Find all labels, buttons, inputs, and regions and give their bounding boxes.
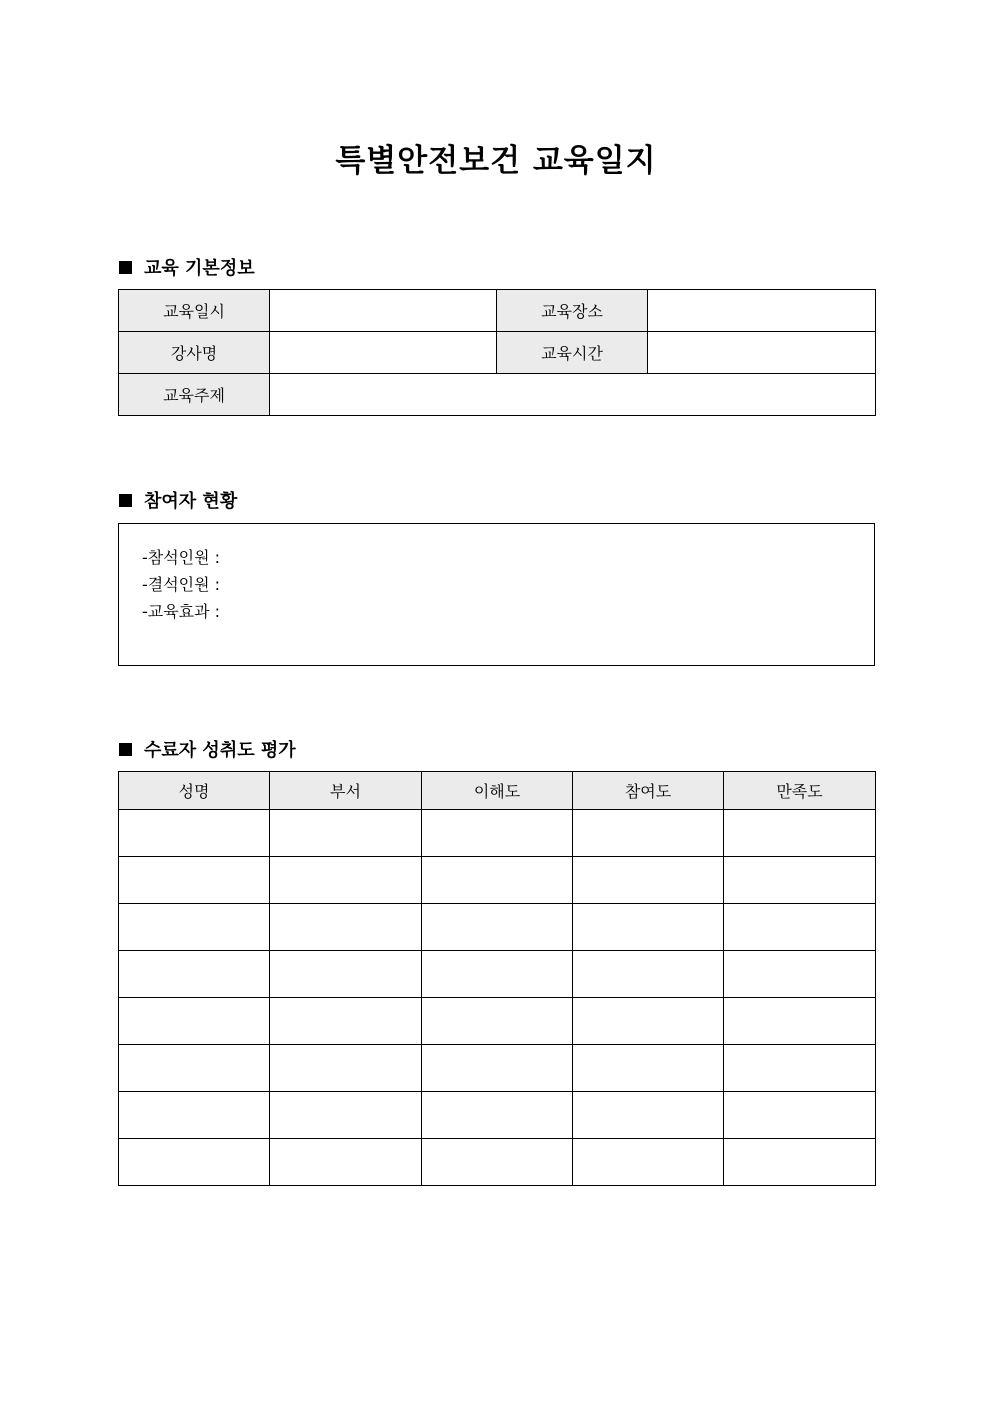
participation-cell[interactable] (573, 1092, 724, 1139)
section-heading-text: 교육 기본정보 (144, 258, 255, 279)
table-row (119, 810, 876, 857)
table-row (119, 1045, 876, 1092)
name-cell[interactable] (119, 904, 270, 951)
participation-cell[interactable] (573, 1139, 724, 1186)
name-cell[interactable] (119, 951, 270, 998)
section-heading-text: 수료자 성취도 평가 (144, 740, 296, 761)
label-topic: 교육주제 (119, 374, 270, 416)
table-row (119, 290, 876, 332)
department-cell[interactable] (270, 904, 422, 951)
satisfaction-cell[interactable] (724, 810, 876, 857)
square-bullet-icon (119, 494, 132, 507)
evaluation-table (118, 771, 876, 1186)
understanding-cell[interactable] (422, 1092, 573, 1139)
place-field[interactable] (648, 290, 876, 332)
section-heading-participants (119, 487, 237, 513)
effect-line: -교육효과 : (142, 602, 221, 621)
participation-cell[interactable] (573, 998, 724, 1045)
attendance-line: -참석인원 : (142, 548, 221, 567)
participation-cell[interactable] (573, 904, 724, 951)
understanding-cell[interactable] (422, 1139, 573, 1186)
topic-field[interactable] (270, 374, 876, 416)
understanding-cell[interactable] (422, 1045, 573, 1092)
basic-info-table (118, 289, 876, 416)
date-field[interactable] (270, 290, 497, 332)
understanding-cell[interactable] (422, 998, 573, 1045)
section-heading-text: 참여자 현황 (144, 491, 238, 512)
satisfaction-cell[interactable] (724, 1139, 876, 1186)
understanding-cell[interactable] (422, 904, 573, 951)
table-row (119, 998, 876, 1045)
table-header-row (119, 772, 876, 810)
department-cell[interactable] (270, 857, 422, 904)
table-row (119, 951, 876, 998)
column-header-name: 성명 (119, 772, 270, 810)
department-cell[interactable] (270, 1092, 422, 1139)
satisfaction-cell[interactable] (724, 904, 876, 951)
label-time: 교육시간 (497, 332, 648, 374)
name-cell[interactable] (119, 1092, 270, 1139)
name-cell[interactable] (119, 857, 270, 904)
department-cell[interactable] (270, 998, 422, 1045)
understanding-cell[interactable] (422, 951, 573, 998)
satisfaction-cell[interactable] (724, 998, 876, 1045)
table-row (119, 904, 876, 951)
table-row (119, 857, 876, 904)
understanding-cell[interactable] (422, 810, 573, 857)
column-header-department: 부서 (270, 772, 422, 810)
satisfaction-cell[interactable] (724, 1092, 876, 1139)
participants-lines (142, 544, 220, 625)
table-row (119, 332, 876, 374)
participation-cell[interactable] (573, 810, 724, 857)
satisfaction-cell[interactable] (724, 857, 876, 904)
satisfaction-cell[interactable] (724, 1045, 876, 1092)
time-field[interactable] (648, 332, 876, 374)
understanding-cell[interactable] (422, 857, 573, 904)
label-date: 교육일시 (119, 290, 270, 332)
instructor-field[interactable] (270, 332, 497, 374)
name-cell[interactable] (119, 1139, 270, 1186)
document-title: 특별안전보건 교육일지 (335, 143, 657, 179)
participation-cell[interactable] (573, 857, 724, 904)
column-header-participation: 참여도 (573, 772, 724, 810)
department-cell[interactable] (270, 951, 422, 998)
satisfaction-cell[interactable] (724, 951, 876, 998)
section-heading-evaluation (119, 736, 296, 762)
name-cell[interactable] (119, 810, 270, 857)
absence-line: -결석인원 : (142, 575, 221, 594)
name-cell[interactable] (119, 998, 270, 1045)
department-cell[interactable] (270, 810, 422, 857)
column-header-understanding: 이해도 (422, 772, 573, 810)
square-bullet-icon (119, 261, 132, 274)
department-cell[interactable] (270, 1045, 422, 1092)
participation-cell[interactable] (573, 1045, 724, 1092)
column-header-satisfaction: 만족도 (724, 772, 876, 810)
participants-box[interactable] (118, 523, 875, 666)
participation-cell[interactable] (573, 951, 724, 998)
department-cell[interactable] (270, 1139, 422, 1186)
label-place: 교육장소 (497, 290, 648, 332)
table-row (119, 374, 876, 416)
table-row (119, 1092, 876, 1139)
section-heading-basic-info (119, 254, 255, 280)
square-bullet-icon (119, 743, 132, 756)
table-row (119, 1139, 876, 1186)
name-cell[interactable] (119, 1045, 270, 1092)
label-instructor: 강사명 (119, 332, 270, 374)
